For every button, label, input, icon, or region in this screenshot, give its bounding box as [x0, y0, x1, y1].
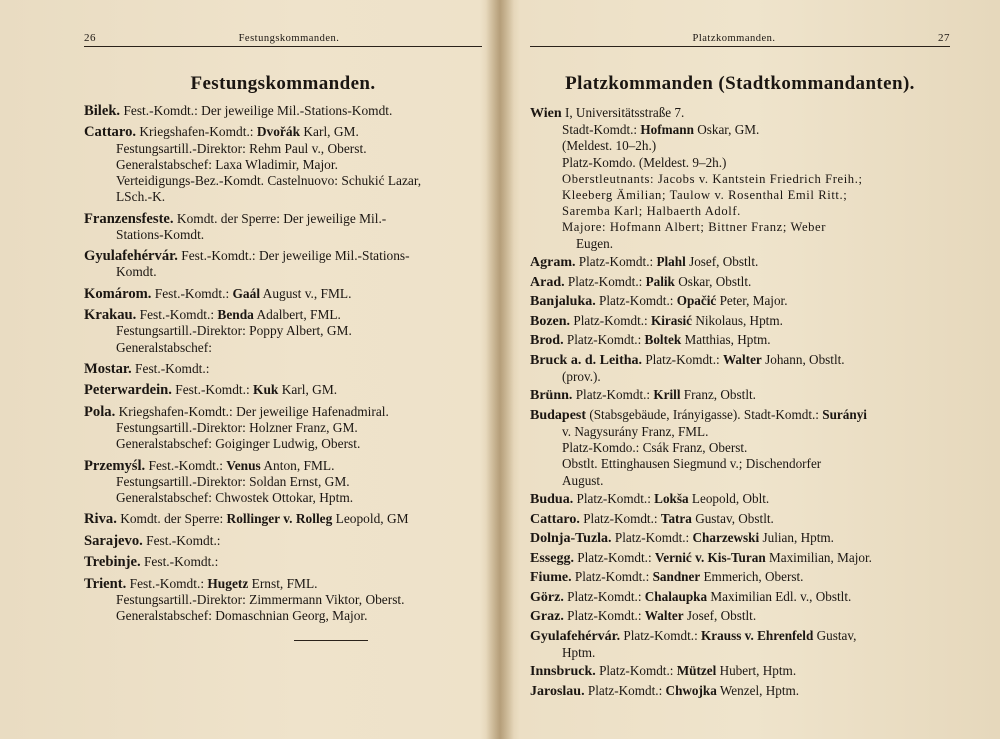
place-name: Jaroslau. — [530, 683, 585, 699]
officer-name: Kirasić — [651, 312, 693, 328]
officer-name: Walter — [644, 608, 684, 624]
right-page — [500, 0, 1000, 739]
place-name: Przemyśl. — [84, 457, 146, 474]
entry-text: Maximilian, Major. — [765, 549, 872, 565]
place-name: Bozen. — [530, 313, 571, 329]
entry-line: Generalstabschef: Domaschnian Georg, Major. — [116, 607, 368, 623]
officer-name: Vernić v. Kis-Turan — [654, 549, 766, 565]
entry-text: Josef, Obstlt. — [685, 254, 759, 270]
entry-text: Komdt. der Sperre: — [116, 511, 227, 527]
place-name: Riva. — [84, 511, 117, 528]
entry-line: Saremba Karl; Halbaerth Adolf. — [562, 204, 741, 219]
officer-name: Krauss v. Ehrenfeld — [701, 627, 814, 643]
entry-line: Majore: Hofmann Albert; Bittner Franz; Weber — [562, 220, 827, 235]
list-item — [530, 274, 950, 291]
place-name: Franzensfeste. — [84, 210, 174, 227]
officer-name: Walter — [722, 351, 762, 367]
entry-text: Fest.-Komdt.: — [126, 575, 208, 591]
list-item — [84, 361, 490, 377]
list-item — [530, 352, 950, 385]
entry-line: Festungsartill.-Direktor: Poppy Albert, GM. — [116, 323, 352, 339]
entry-text: Oskar, GM. — [693, 122, 760, 138]
list-item — [84, 533, 490, 549]
officer-name: Dvořák — [256, 124, 301, 140]
entry-line — [530, 122, 950, 138]
list-item — [84, 554, 490, 570]
list-item — [530, 313, 950, 330]
place-name: Cattaro. — [84, 124, 137, 141]
list-item — [530, 569, 950, 586]
entry-text: Karl, GM. — [300, 124, 359, 140]
place-name: Budapest — [530, 407, 587, 423]
entry-text: Leopold, GM — [332, 511, 409, 527]
officer-name: Rollinger v. Rolleg — [226, 511, 333, 527]
entry-text: Emmerich, Oberst. — [700, 569, 804, 585]
gutter-shadow-right — [500, 0, 514, 739]
entry-text: Anton, FML. — [260, 457, 335, 473]
place-name: Brod. — [530, 333, 564, 349]
entry-text: Platz-Komdt.: — [642, 351, 723, 367]
entry-line: LSch.-K. — [116, 189, 166, 205]
officer-name: Mützel — [676, 663, 717, 679]
officer-name: Venus — [226, 457, 261, 473]
place-name: Trebinje. — [84, 554, 141, 571]
entry-text: Platz-Komdt.: — [563, 588, 645, 604]
entry-text: Fest.-Komdt.: — [136, 307, 218, 323]
place-name: Dolnja-Tuzla. — [530, 531, 612, 547]
officer-name: Hofmann — [640, 122, 694, 138]
officer-name: Benda — [217, 307, 254, 323]
entry-line: Festungsartill.-Direktor: Holzner Franz, GM. — [116, 419, 358, 435]
list-item — [530, 628, 950, 661]
entry-line: Komdt. — [116, 264, 157, 280]
place-name: Bruck a. d. Leitha. — [530, 352, 643, 368]
entry-text: Fest.-Komdt.: Der jeweilige Mil.-Stations-Komdt. — [120, 103, 393, 118]
entry-text: Platz-Komdt.: — [563, 608, 645, 624]
place-name: Essegg. — [530, 550, 574, 566]
list-item — [530, 550, 950, 567]
end-rule — [294, 640, 368, 641]
entry-text: Ernst, FML. — [248, 575, 318, 591]
entry-line: Generalstabschef: — [116, 339, 212, 355]
entry-line: (Meldest. 10–2h.) — [562, 138, 657, 154]
entry-text: Kriegshafen-Komdt.: Der jeweilige Hafenadmiral. — [115, 403, 389, 419]
entry-text: Julian, Hptm. — [759, 530, 834, 546]
entry-text: Hubert, Hptm. — [716, 663, 797, 679]
entry-text: Nikolaus, Hptm. — [692, 312, 783, 328]
list-item — [530, 589, 950, 606]
entry-text: Komdt. der Sperre: Der jeweilige Mil.- — [173, 210, 387, 226]
officer-name: Hugetz — [207, 575, 249, 591]
list-item — [84, 382, 490, 398]
entry-text: Franz, Obstlt. — [680, 387, 756, 403]
entry-text: Fest.-Komdt.: Der jeweilige Mil.-Stations- — [177, 248, 410, 264]
list-item — [84, 511, 490, 527]
entry-text: (Stabsgebäude, Irányigasse). Stadt-Komdt.: — [586, 406, 823, 422]
list-item — [84, 458, 490, 507]
entry-text: Gustav, Obstlt. — [691, 510, 774, 526]
officer-name: Charzewski — [692, 530, 760, 546]
list-item — [530, 407, 950, 489]
officer-name: Boltek — [644, 332, 682, 348]
officer-name: Surányi — [822, 406, 867, 422]
entry-text: August v., FML. — [260, 285, 352, 301]
officer-name: Opačić — [676, 293, 717, 309]
entry-text: Platz-Komdt.: — [595, 293, 677, 309]
entry-text: Platz-Komdt.: — [573, 549, 655, 565]
place-name: Brünn. — [530, 388, 573, 404]
place-name: Trient. — [84, 575, 127, 592]
section-title-left: Festungskommanden. — [190, 73, 376, 94]
running-head-title-right: Platzkommanden. — [692, 33, 776, 44]
entry-line: Festungsartill.-Direktor: Zimmermann Viktor, Oberst. — [116, 591, 405, 607]
page-number-left: 26 — [84, 32, 96, 44]
list-item — [84, 576, 490, 625]
list-item — [530, 254, 950, 271]
entry-line: v. Nagysurány Franz, FML. — [562, 424, 709, 440]
fortress-command-list — [84, 103, 490, 624]
entry-line: Generalstabschef: Chwostek Ottokar, Hptm. — [116, 489, 354, 505]
place-name: Arad. — [530, 274, 565, 290]
place-name: Gyulafehérvár. — [84, 248, 178, 265]
place-command-list — [530, 105, 950, 252]
officer-name: Plahl — [656, 254, 686, 270]
entry-text: Peter, Major. — [716, 293, 788, 309]
officer-name: Gaál — [232, 285, 261, 301]
running-head-right — [530, 32, 950, 47]
entry-text: Platz-Komdt.: — [564, 273, 646, 289]
entry-text: Fest.-Komdt.: — [142, 532, 221, 548]
place-name: Pola. — [84, 403, 116, 420]
entry-text: Stadt-Komdt.: — [562, 122, 641, 138]
entry-text: Platz-Komdt.: — [572, 387, 654, 403]
entry-text: Platz-Komdt.: — [573, 491, 655, 507]
entry-text: Platz-Komdt.: — [571, 569, 653, 585]
running-head-title-left: Festungskommanden. — [238, 33, 340, 44]
list-item — [84, 211, 490, 243]
place-name: Fiume. — [530, 570, 572, 586]
section-title-right: Platzkommanden (Stadtkommandanten). — [565, 73, 915, 94]
officer-name: Chalaupka — [644, 588, 708, 604]
list-item — [530, 332, 950, 349]
entry-text: Kriegshafen-Komdt.: — [136, 124, 257, 140]
entry-line: (prov.). — [562, 368, 601, 384]
entry-line: Platz-Komdo.: Csák Franz, Oberst. — [562, 440, 748, 456]
list-item — [530, 293, 950, 310]
entry-text: Fest.-Komdt.: — [151, 285, 233, 301]
entry-text: Platz-Komdt.: — [584, 682, 666, 698]
officer-name: Krill — [653, 387, 681, 403]
place-name: Innsbruck. — [530, 664, 596, 680]
entry-line: Verteidigungs-Bez.-Komdt. Castelnuovo: Schukić Lazar, — [116, 173, 422, 188]
entry-text: I, Universitätsstraße 7. — [561, 105, 685, 120]
entry-text: Platz-Komdt.: — [611, 530, 693, 546]
place-name: Komárom. — [84, 285, 152, 302]
entry-text: Fest.-Komdt.: — [131, 360, 210, 376]
entry-text: Fest.-Komdt.: — [140, 554, 219, 570]
entry-text: Josef, Obstlt. — [683, 608, 757, 624]
entry-text: Platz-Komdt.: — [579, 510, 661, 526]
place-name: Cattaro. — [530, 511, 580, 527]
list-item — [84, 286, 490, 302]
entry-line: Platz-Komdo. (Meldest. 9–2h.) — [562, 154, 727, 170]
place-name: Görz. — [530, 589, 564, 605]
officer-name: Lokša — [654, 491, 689, 507]
place-name: Wien — [530, 106, 562, 121]
officer-name: Tatra — [660, 510, 692, 526]
place-name: Mostar. — [84, 360, 132, 377]
entry-text: Platz-Komdt.: — [570, 312, 652, 328]
list-item — [530, 663, 950, 680]
list-item — [84, 404, 490, 453]
entry-text: Platz-Komdt.: — [620, 627, 702, 643]
entry-line: Hptm. — [562, 644, 596, 660]
entry-line: August. — [562, 472, 604, 488]
entry-line: Kleeberg Ämilian; Taulow v. Rosenthal Emil Ritt.; — [562, 188, 848, 203]
running-head-left — [84, 32, 482, 47]
entry-text: Oskar, Obstlt. — [674, 273, 752, 289]
entry-line: Generalstabschef: Laxa Wladimir, Major. — [116, 156, 338, 172]
entry-line: Oberstleutnants: Jacobs v. Kantstein Friedrich Freih.; — [562, 171, 863, 186]
entry-line: Generalstabschef: Goiginger Ludwig, Oberst. — [116, 436, 361, 452]
place-name: Sarajevo. — [84, 532, 143, 549]
list-item — [530, 387, 950, 404]
entry-line: Obstlt. Ettinghausen Siegmund v.; Dischendorfer — [562, 456, 822, 472]
entry-text: Fest.-Komdt.: — [171, 382, 254, 398]
entry-line: Festungsartill.-Direktor: Rehm Paul v., Oberst. — [116, 140, 367, 156]
officer-name: Palik — [645, 273, 675, 289]
entry-text: Leopold, Oblt. — [688, 491, 770, 507]
place-command-list-cont — [530, 254, 950, 700]
place-name: Bilek. — [84, 103, 121, 119]
place-name: Banjaluka. — [530, 294, 596, 310]
list-item — [530, 608, 950, 625]
place-name: Peterwardein. — [84, 382, 172, 399]
entry-text: Matthias, Hptm. — [681, 332, 771, 348]
entry-text: Platz-Komdt.: — [575, 254, 657, 270]
list-item — [530, 511, 950, 528]
entry-text: Karl, GM. — [278, 382, 338, 398]
list-item — [530, 530, 950, 547]
place-name: Graz. — [530, 609, 564, 625]
place-name: Gyulafehérvár. — [530, 628, 621, 644]
gutter-shadow-left — [486, 0, 500, 739]
place-name: Budua. — [530, 492, 574, 508]
list-item — [530, 683, 950, 700]
list-item — [530, 491, 950, 508]
place-name: Agram. — [530, 255, 576, 271]
entry-text: Gustav, — [813, 627, 857, 643]
entry-text: Platz-Komdt.: — [595, 663, 677, 679]
officer-name: Chwojka — [665, 682, 717, 698]
list-item — [84, 124, 490, 205]
entry-line: Stations-Komdt. — [116, 226, 205, 242]
officer-name: Sandner — [652, 569, 701, 585]
entry-line: Eugen. — [576, 235, 613, 251]
list-item-wien — [530, 105, 950, 252]
list-item — [84, 307, 490, 356]
page-number-right: 27 — [938, 32, 950, 44]
entry-text: Maximilian Edl. v., Obstlt. — [707, 588, 852, 604]
entry-text: Adalbert, FML. — [253, 307, 341, 323]
entry-line: Festungsartill.-Direktor: Soldan Ernst, GM. — [116, 473, 350, 489]
entry-text: Platz-Komdt.: — [563, 332, 645, 348]
entry-text: Wenzel, Hptm. — [716, 682, 800, 698]
list-item — [84, 248, 490, 280]
list-item — [84, 103, 490, 119]
officer-name: Kuk — [253, 382, 279, 398]
entry-text: Fest.-Komdt.: — [145, 457, 227, 473]
entry-text: Johann, Obstlt. — [761, 351, 845, 367]
place-name: Krakau. — [84, 307, 137, 324]
